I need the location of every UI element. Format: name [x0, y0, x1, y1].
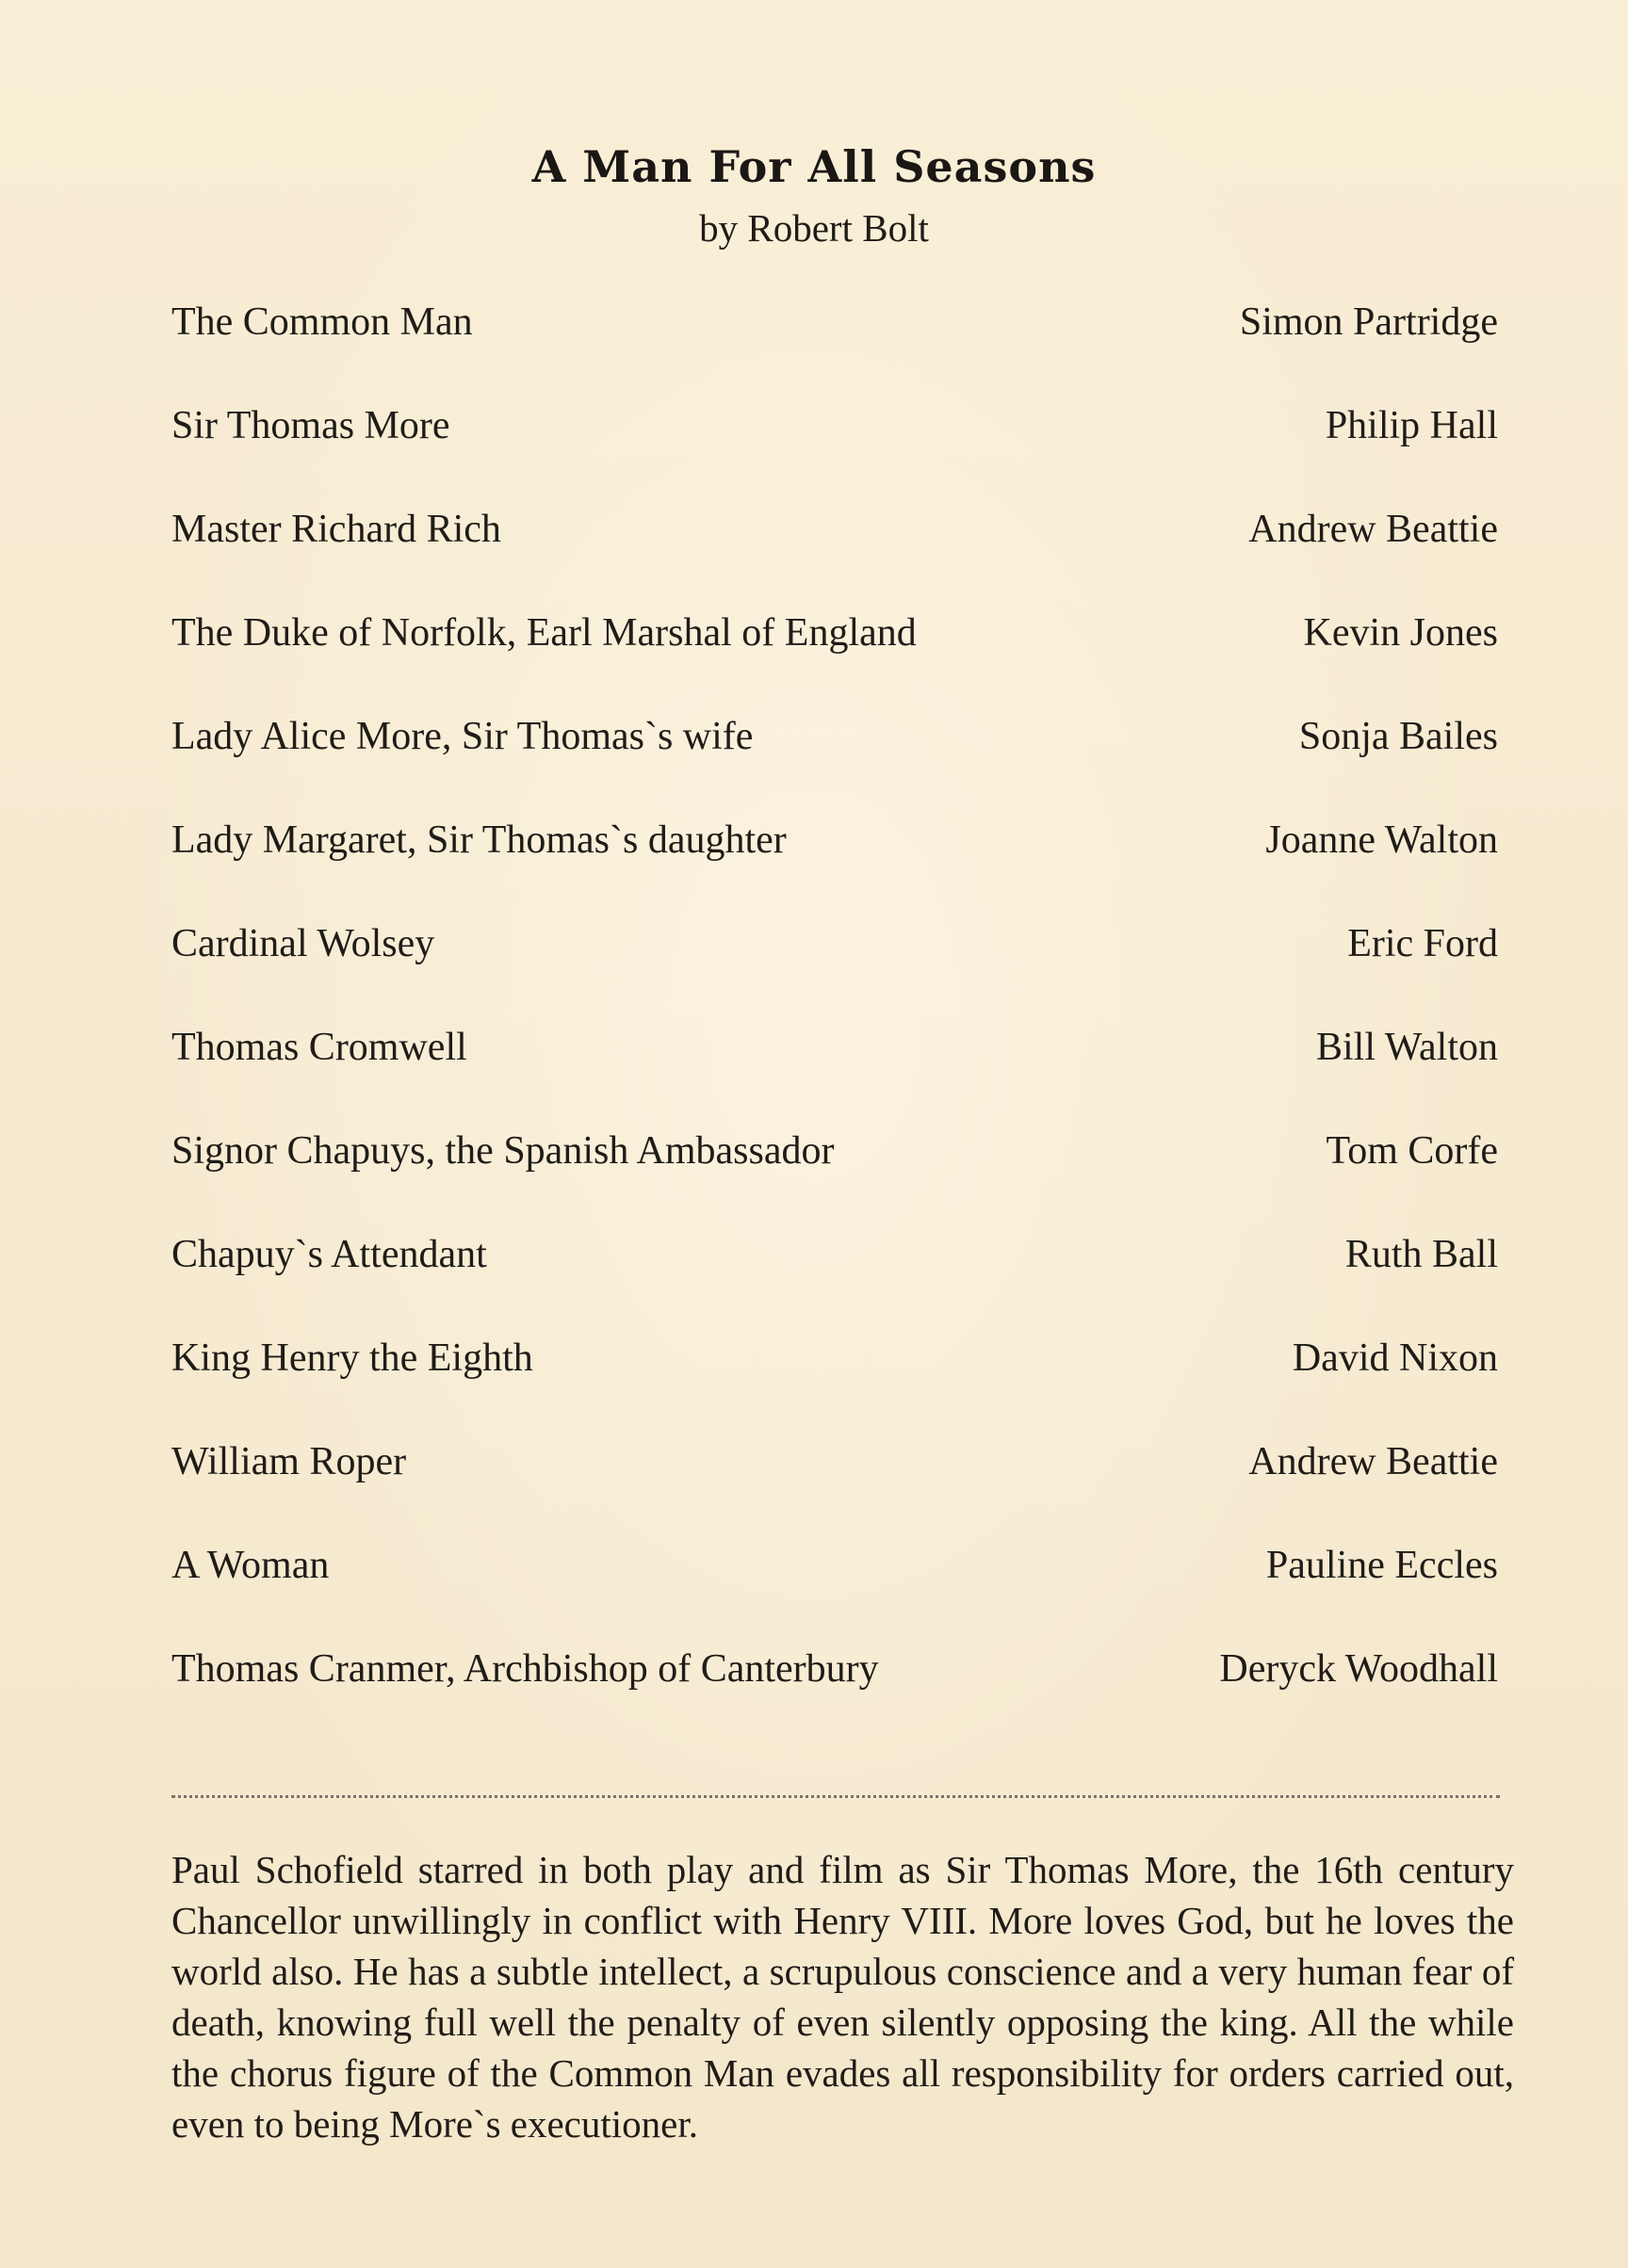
actor-name: Kevin Jones — [1303, 611, 1498, 655]
cast-row — [171, 1025, 1498, 1128]
actor-name: Pauline Eccles — [1265, 1544, 1498, 1587]
role-name: Lady Alice More, Sir Thomas`s wife — [171, 715, 754, 758]
cast-row — [171, 1543, 1498, 1646]
cast-row — [171, 921, 1498, 1025]
role-name: Lady Margaret, Sir Thomas`s daughter — [171, 818, 787, 862]
actor-name: Eric Ford — [1347, 922, 1498, 965]
actor-name: Tom Corfe — [1326, 1129, 1498, 1173]
role-name: A Woman — [171, 1544, 330, 1587]
actor-name: Joanne Walton — [1265, 818, 1498, 862]
role-name: Cardinal Wolsey — [171, 922, 435, 965]
actor-name: Bill Walton — [1315, 1026, 1498, 1069]
actor-name: David Nixon — [1292, 1336, 1498, 1380]
role-name: William Roper — [171, 1440, 407, 1483]
author-line: by Robert Bolt — [699, 206, 929, 250]
actor-name: Deryck Woodhall — [1219, 1647, 1498, 1691]
role-name: Master Richard Rich — [171, 508, 501, 551]
actor-name: Sonja Bailes — [1298, 715, 1498, 758]
cast-row — [171, 1232, 1498, 1336]
actor-name: Andrew Beattie — [1248, 508, 1498, 551]
role-name: Thomas Cromwell — [171, 1026, 467, 1069]
cast-row — [171, 818, 1498, 921]
role-name: Signor Chapuys, the Spanish Ambassador — [171, 1129, 835, 1173]
cast-row — [171, 1336, 1498, 1439]
cast-row — [171, 403, 1498, 507]
role-name: Chapuy`s Attendant — [171, 1233, 487, 1276]
cast-row — [171, 714, 1498, 818]
cast-list — [171, 300, 1498, 1750]
role-name: Thomas Cranmer, Archbishop of Canterbury — [171, 1647, 879, 1691]
cast-row — [171, 300, 1498, 403]
synopsis-paragraph: Paul Schofield starred in both play and film as Sir Thomas More, the 16th century Chancellor unwillingly in conflict with Henry VIII. More loves God, but he loves the world also. He has a subtle intellect, a scrupulous conscience and a very human fear of death, knowing full well the penalty of even silently opposing the king. All the while the chorus figure of the Common Man evades all responsibility for orders carried out, even to being More`s executioner. — [171, 1848, 1514, 2146]
cast-row — [171, 1128, 1498, 1232]
role-name: The Duke of Norfolk, Earl Marshal of England — [171, 611, 917, 655]
cast-row — [171, 1439, 1498, 1543]
role-name: The Common Man — [171, 300, 473, 344]
actor-name: Philip Hall — [1325, 404, 1498, 447]
cast-row — [171, 610, 1498, 714]
actor-name: Simon Partridge — [1239, 300, 1498, 344]
actor-name: Andrew Beattie — [1248, 1440, 1498, 1483]
cast-row — [171, 1646, 1498, 1750]
dotted-divider — [171, 1795, 1500, 1798]
role-name: Sir Thomas More — [171, 404, 450, 447]
role-name: King Henry the Eighth — [171, 1336, 533, 1380]
play-title: A Man For All Seasons — [531, 141, 1097, 192]
cast-row — [171, 507, 1498, 610]
actor-name: Ruth Ball — [1344, 1233, 1498, 1276]
